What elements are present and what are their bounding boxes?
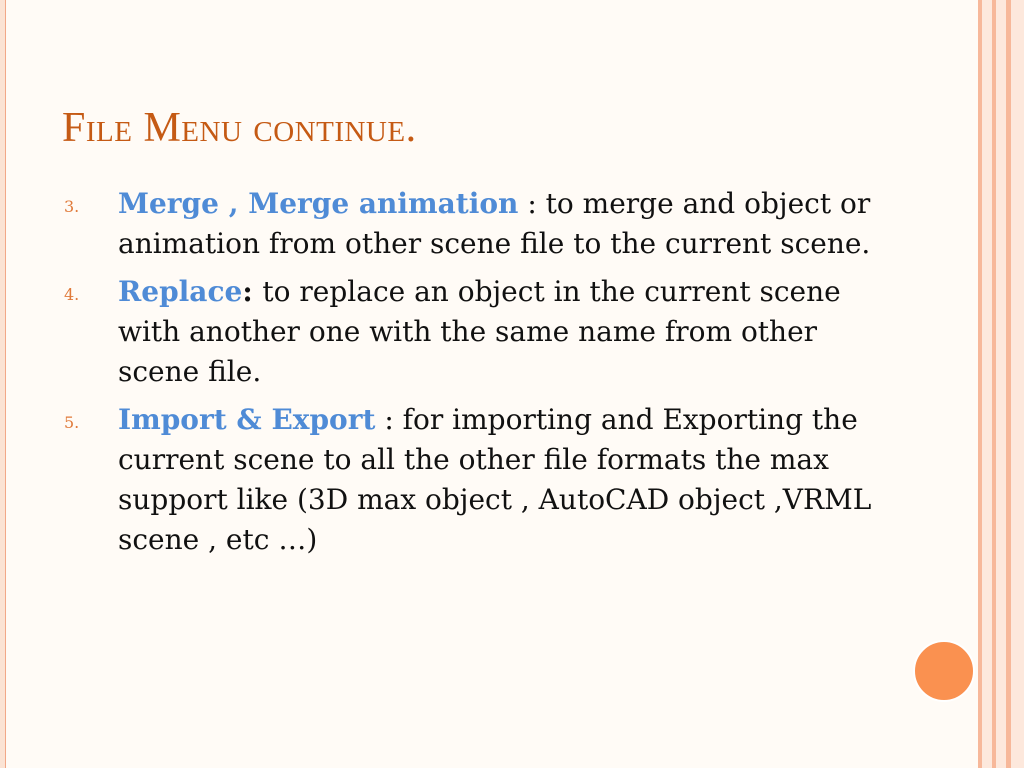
- list-number: 4.: [64, 285, 80, 304]
- left-border-decoration: [0, 0, 6, 768]
- right-stripe: [1011, 0, 1024, 768]
- list-item: [62, 272, 882, 392]
- decorative-circle: [913, 640, 975, 702]
- list-number: 5.: [64, 413, 80, 432]
- list-term: Replace: [118, 275, 243, 308]
- list-separator: :: [375, 403, 403, 436]
- list-separator: :: [242, 275, 263, 308]
- list-text: for importing and Exporting the current scene to all the other file formats the max support like (3D max object , AutoCAD object ,VRML scene , etc …): [118, 403, 872, 556]
- list-text: to replace an object in the current scene with another one with the same name from other scene file.: [118, 275, 841, 388]
- slide-title: File Menu continue.: [62, 105, 417, 151]
- list-item: [62, 400, 882, 560]
- list-term: Merge , Merge animation: [118, 187, 519, 220]
- list-separator: :: [518, 187, 546, 220]
- list-term: Import & Export: [118, 403, 376, 436]
- right-stripe: [982, 0, 992, 768]
- numbered-list: [62, 184, 882, 568]
- list-item: [62, 184, 882, 264]
- list-number: 3.: [64, 197, 80, 216]
- list-text: to merge and object or animation from other scene file to the current scene.: [118, 187, 871, 260]
- right-stripe: [996, 0, 1006, 768]
